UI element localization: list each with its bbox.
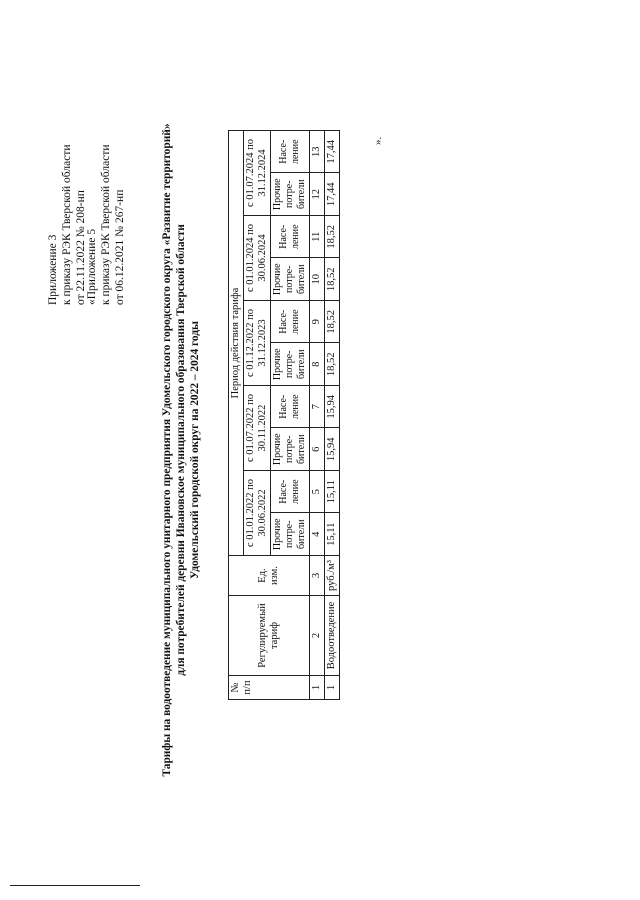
header-unit: Ед. изм.	[229, 556, 310, 596]
row-number: 1	[325, 676, 340, 700]
footer-rule	[10, 885, 140, 886]
appendix-line: Приложение 3	[47, 234, 59, 305]
header-number: № п/п	[229, 676, 310, 700]
tariff-value: 15,94	[325, 386, 340, 429]
column-number: 5	[310, 471, 325, 514]
row-tariff-name: Водоотведение	[325, 596, 340, 676]
column-number: 1	[310, 676, 325, 700]
tariff-value: 18,52	[325, 301, 340, 344]
column-number: 11	[310, 216, 325, 259]
tariff-value: 17,44	[325, 173, 340, 216]
subheader-population: Насе- ление	[271, 471, 310, 514]
subheader-other: Прочие потре- бители	[271, 173, 310, 216]
tariff-value: 15,94	[325, 428, 340, 471]
column-number: 8	[310, 343, 325, 386]
column-number: 3	[310, 556, 325, 596]
tariff-value: 18,52	[325, 343, 340, 386]
column-number: 6	[310, 428, 325, 471]
appendix-line: от 22.11.2022 № 208-нп	[75, 190, 87, 305]
column-number: 12	[310, 173, 325, 216]
table-header-row	[229, 131, 244, 700]
title-line: Удомельский городской округ на 2022 – 2024 годы	[189, 321, 201, 579]
title-line: для потребителей деревни Ивановское муниципального образования Тверской области	[175, 224, 187, 676]
closing-quote: ».	[372, 136, 384, 145]
subheader-population: Насе- ление	[271, 386, 310, 429]
tariff-value: 15,11	[325, 471, 340, 514]
column-number: 7	[310, 386, 325, 429]
tariff-table	[228, 130, 340, 700]
subheader-population: Насе- ление	[271, 131, 310, 174]
table-row	[325, 131, 340, 700]
period-cell: с 01.07.2022 по 30.11.2022	[244, 386, 271, 471]
subheader-other: Прочие потре- бители	[271, 428, 310, 471]
period-cell: с 01.07.2024 по 31.12.2024	[244, 131, 271, 216]
column-number: 13	[310, 131, 325, 174]
row-unit: руб./м³	[325, 556, 340, 596]
period-cell: с 01.01.2022 по 30.06.2022	[244, 471, 271, 556]
appendix-line: к приказу РЭК Тверской области	[100, 144, 112, 305]
tariff-value: 15,11	[325, 513, 340, 556]
header-period: Период действия тарифа	[229, 131, 244, 556]
tariff-value: 18,52	[325, 216, 340, 259]
column-number: 10	[310, 258, 325, 301]
column-number: 4	[310, 513, 325, 556]
appendix-reference	[46, 145, 88, 306]
subheader-other: Прочие потре- бители	[271, 343, 310, 386]
document-title	[160, 0, 202, 900]
subheader-other: Прочие потре- бители	[271, 513, 310, 556]
tariff-value: 18,52	[325, 258, 340, 301]
appendix-line: от 06.12.2021 № 267-нп	[114, 189, 126, 305]
appendix-line: к приказу РЭК Тверской области	[61, 144, 73, 305]
tariff-value: 17,44	[325, 131, 340, 174]
title-line: Тарифы на водоотведение муниципального унитарного предприятия Удомельского городского округа «Развитие территорий»	[161, 123, 173, 777]
column-number-row	[310, 131, 325, 700]
column-number: 2	[310, 596, 325, 676]
subheader-population: Насе- ление	[271, 301, 310, 344]
column-number: 9	[310, 301, 325, 344]
previous-appendix-reference	[85, 145, 127, 306]
appendix-line: «Приложение 5	[86, 228, 98, 305]
period-cell: с 01.01.2024 по 30.06.2024	[244, 216, 271, 301]
subheader-population: Насе- ление	[271, 216, 310, 259]
subheader-other: Прочие потре- бители	[271, 258, 310, 301]
header-tariff: Регулируемый тариф	[229, 596, 310, 676]
period-cell: с 01.12.2022 по 31.12.2023	[244, 301, 271, 386]
